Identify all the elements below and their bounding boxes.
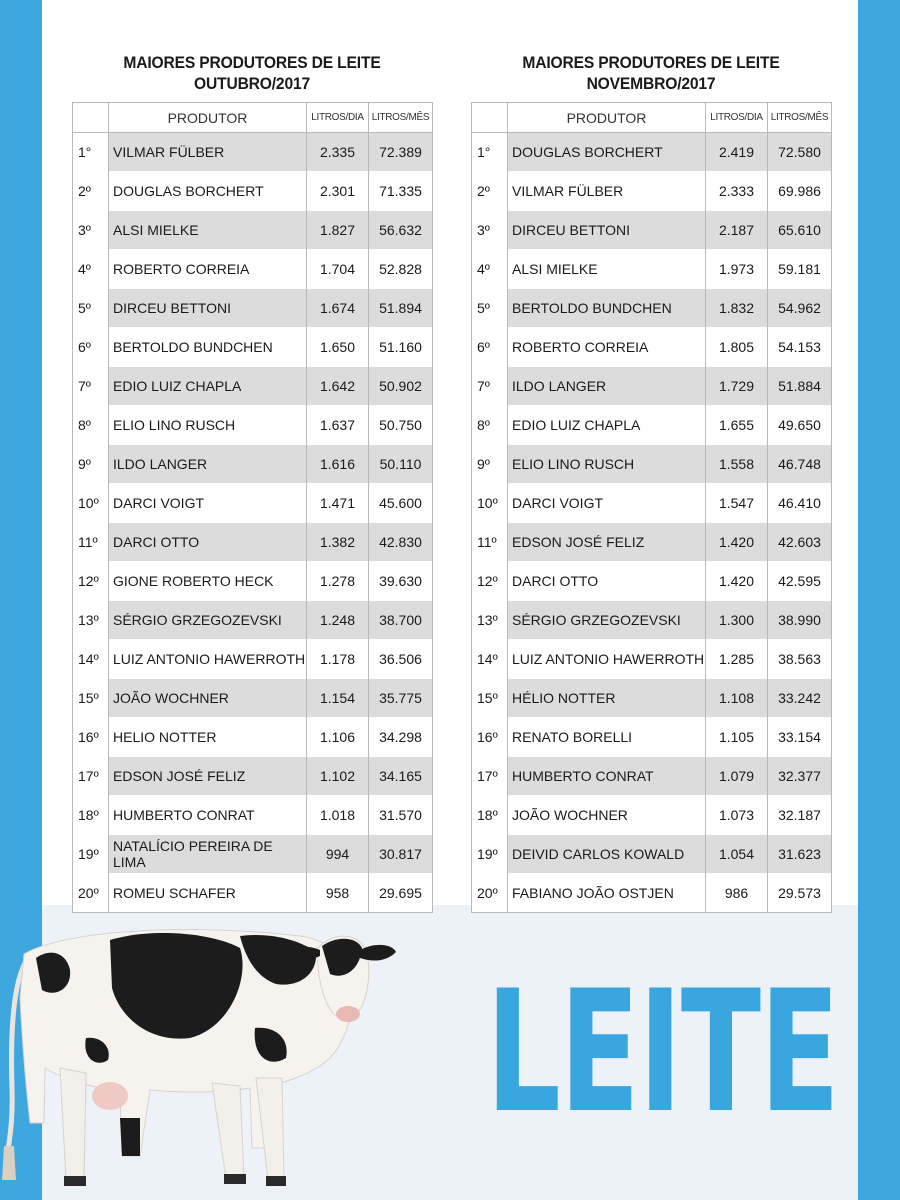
producer-name-cell: EDIO LUIZ CHAPLA (109, 367, 307, 406)
table-row (472, 796, 832, 835)
litros-mes-cell: 50.110 (369, 445, 433, 484)
rank-cell: 18º (472, 796, 508, 835)
table-row (472, 133, 832, 172)
rank-cell: 4º (472, 250, 508, 289)
producer-name-cell: HUMBERTO CONRAT (109, 796, 307, 835)
producer-name-cell: ELIO LINO RUSCH (109, 406, 307, 445)
litros-dia-cell: 1.973 (706, 250, 768, 289)
producer-name-cell: DOUGLAS BORCHERT (109, 172, 307, 211)
litros-mes-cell: 46.748 (768, 445, 832, 484)
litros-dia-cell: 1.642 (307, 367, 369, 406)
rank-cell: 16º (73, 718, 109, 757)
rank-cell: 10º (472, 484, 508, 523)
litros-dia-cell: 1.547 (706, 484, 768, 523)
producer-name-cell: DARCI VOIGT (109, 484, 307, 523)
producer-name-cell: NATALÍCIO PEREIRA DE LIMA (109, 835, 307, 874)
header-rank (73, 103, 109, 133)
producer-name-cell: ELIO LINO RUSCH (508, 445, 706, 484)
litros-mes-cell: 29.573 (768, 874, 832, 913)
table-row (73, 172, 433, 211)
rank-cell: 6º (472, 328, 508, 367)
ranking-panel-november (471, 52, 831, 913)
table-row (73, 133, 433, 172)
table-row (472, 445, 832, 484)
litros-dia-cell: 1.616 (307, 445, 369, 484)
litros-dia-cell: 1.729 (706, 367, 768, 406)
litros-mes-cell: 50.902 (369, 367, 433, 406)
litros-mes-cell: 38.563 (768, 640, 832, 679)
producer-name-cell: ILDO LANGER (109, 445, 307, 484)
table-row (73, 289, 433, 328)
litros-mes-cell: 29.695 (369, 874, 433, 913)
producer-name-cell: SÉRGIO GRZEGOZEVSKI (109, 601, 307, 640)
header-litros-mes: LITROS/MÊS (768, 103, 832, 133)
rank-cell: 10º (73, 484, 109, 523)
table-row (73, 484, 433, 523)
table-row (73, 445, 433, 484)
rank-cell: 17º (73, 757, 109, 796)
litros-mes-cell: 59.181 (768, 250, 832, 289)
producer-name-cell: HUMBERTO CONRAT (508, 757, 706, 796)
table-row (73, 679, 433, 718)
panel-title-line1: MAIORES PRODUTORES DE LEITE (123, 53, 381, 72)
rank-cell: 14º (73, 640, 109, 679)
litros-mes-cell: 31.570 (369, 796, 433, 835)
rank-cell: 12º (472, 562, 508, 601)
litros-dia-cell: 1.650 (307, 328, 369, 367)
producer-name-cell: HÉLIO NOTTER (508, 679, 706, 718)
panel-title (86, 52, 417, 94)
table-row (472, 523, 832, 562)
producer-name-cell: ALSI MIELKE (109, 211, 307, 250)
producer-name-cell: BERTOLDO BUNDCHEN (508, 289, 706, 328)
producer-name-cell: EDIO LUIZ CHAPLA (508, 406, 706, 445)
litros-mes-cell: 54.962 (768, 289, 832, 328)
litros-mes-cell: 72.389 (369, 133, 433, 172)
rank-cell: 8º (73, 406, 109, 445)
table-row (472, 250, 832, 289)
litros-dia-cell: 1.420 (706, 523, 768, 562)
rank-cell: 5º (472, 289, 508, 328)
litros-dia-cell: 2.419 (706, 133, 768, 172)
producer-name-cell: JOÃO WOCHNER (508, 796, 706, 835)
litros-mes-cell: 56.632 (369, 211, 433, 250)
table-row (472, 640, 832, 679)
producer-name-cell: DARCI VOIGT (508, 484, 706, 523)
rank-cell: 18º (73, 796, 109, 835)
litros-dia-cell: 1.073 (706, 796, 768, 835)
litros-dia-cell: 1.655 (706, 406, 768, 445)
rank-cell: 13º (472, 601, 508, 640)
table-row (73, 523, 433, 562)
table-row (73, 250, 433, 289)
litros-dia-cell: 1.018 (307, 796, 369, 835)
table-row (472, 718, 832, 757)
table-row (73, 718, 433, 757)
rank-cell: 15º (73, 679, 109, 718)
header-litros-dia: LITROS/DIA (307, 103, 369, 133)
producer-name-cell: SÉRGIO GRZEGOZEVSKI (508, 601, 706, 640)
rank-cell: 5º (73, 289, 109, 328)
rank-cell: 15º (472, 679, 508, 718)
rank-cell: 7º (472, 367, 508, 406)
litros-dia-cell: 994 (307, 835, 369, 874)
table-row (472, 601, 832, 640)
litros-dia-cell: 1.420 (706, 562, 768, 601)
litros-dia-cell: 2.333 (706, 172, 768, 211)
rank-cell: 6º (73, 328, 109, 367)
producer-name-cell: DARCI OTTO (508, 562, 706, 601)
rank-cell: 16º (472, 718, 508, 757)
table-row (472, 328, 832, 367)
litros-dia-cell: 1.704 (307, 250, 369, 289)
panel-title-line1: MAIORES PRODUTORES DE LEITE (522, 53, 780, 72)
producer-name-cell: EDSON JOSÉ FELIZ (508, 523, 706, 562)
litros-dia-cell: 958 (307, 874, 369, 913)
producer-name-cell: DIRCEU BETTONI (109, 289, 307, 328)
litros-dia-cell: 1.108 (706, 679, 768, 718)
litros-dia-cell: 2.335 (307, 133, 369, 172)
holstein-cow-icon (0, 918, 410, 1200)
litros-mes-cell: 71.335 (369, 172, 433, 211)
producer-name-cell: FABIANO JOÃO OSTJEN (508, 874, 706, 913)
litros-mes-cell: 69.986 (768, 172, 832, 211)
header-litros-dia: LITROS/DIA (706, 103, 768, 133)
rank-cell: 2º (472, 172, 508, 211)
table-row (73, 835, 433, 874)
rank-cell: 20º (472, 874, 508, 913)
table-row (472, 874, 832, 913)
litros-dia-cell: 1.154 (307, 679, 369, 718)
producer-name-cell: DEIVID CARLOS KOWALD (508, 835, 706, 874)
producer-name-cell: EDSON JOSÉ FELIZ (109, 757, 307, 796)
table-body (472, 133, 832, 913)
rank-cell: 3º (472, 211, 508, 250)
rank-cell: 8º (472, 406, 508, 445)
table-row (73, 562, 433, 601)
producer-name-cell: JOÃO WOCHNER (109, 679, 307, 718)
litros-dia-cell: 1.558 (706, 445, 768, 484)
right-blue-border (858, 0, 900, 1200)
table-row (73, 601, 433, 640)
litros-dia-cell: 1.827 (307, 211, 369, 250)
litros-mes-cell: 32.187 (768, 796, 832, 835)
header-produtor: PRODUTOR (508, 103, 706, 133)
producer-name-cell: ROBERTO CORREIA (508, 328, 706, 367)
litros-mes-cell: 35.775 (369, 679, 433, 718)
litros-dia-cell: 1.300 (706, 601, 768, 640)
producer-name-cell: DIRCEU BETTONI (508, 211, 706, 250)
litros-mes-cell: 51.160 (369, 328, 433, 367)
panel-title-line2: OUTUBRO/2017 (193, 74, 311, 93)
litros-mes-cell: 34.165 (369, 757, 433, 796)
litros-mes-cell: 65.610 (768, 211, 832, 250)
rank-cell: 11º (472, 523, 508, 562)
producer-name-cell: ALSI MIELKE (508, 250, 706, 289)
litros-mes-cell: 50.750 (369, 406, 433, 445)
producer-name-cell: BERTOLDO BUNDCHEN (109, 328, 307, 367)
rank-cell: 14º (472, 640, 508, 679)
table-row (472, 835, 832, 874)
ranking-table-october (72, 102, 433, 913)
litros-mes-cell: 30.817 (369, 835, 433, 874)
litros-mes-cell: 33.242 (768, 679, 832, 718)
litros-dia-cell: 1.054 (706, 835, 768, 874)
table-row (472, 289, 832, 328)
rank-cell: 4º (73, 250, 109, 289)
litros-dia-cell: 1.382 (307, 523, 369, 562)
litros-dia-cell: 1.674 (307, 289, 369, 328)
rank-cell: 3º (73, 211, 109, 250)
panel-title (485, 52, 816, 94)
rank-cell: 9º (472, 445, 508, 484)
litros-dia-cell: 1.832 (706, 289, 768, 328)
litros-dia-cell: 1.471 (307, 484, 369, 523)
litros-mes-cell: 52.828 (369, 250, 433, 289)
table-row (73, 211, 433, 250)
table-row (73, 406, 433, 445)
litros-dia-cell: 1.178 (307, 640, 369, 679)
rank-cell: 19º (73, 835, 109, 874)
rank-cell: 9º (73, 445, 109, 484)
litros-mes-cell: 49.650 (768, 406, 832, 445)
table-row (472, 757, 832, 796)
header-rank (472, 103, 508, 133)
litros-mes-cell: 46.410 (768, 484, 832, 523)
producer-name-cell: DOUGLAS BORCHERT (508, 133, 706, 172)
table-row (472, 484, 832, 523)
table-header-row (73, 103, 433, 133)
producer-name-cell: RENATO BORELLI (508, 718, 706, 757)
litros-mes-cell: 45.600 (369, 484, 433, 523)
panel-title-line2: NOVEMBRO/2017 (586, 74, 716, 93)
producer-name-cell: VILMAR FÜLBER (109, 133, 307, 172)
header-litros-mes: LITROS/MÊS (369, 103, 433, 133)
table-row (73, 796, 433, 835)
litros-dia-cell: 1.102 (307, 757, 369, 796)
litros-mes-cell: 39.630 (369, 562, 433, 601)
litros-dia-cell: 1.106 (307, 718, 369, 757)
litros-mes-cell: 36.506 (369, 640, 433, 679)
table-row (73, 640, 433, 679)
table-row (472, 172, 832, 211)
litros-dia-cell: 1.278 (307, 562, 369, 601)
litros-dia-cell: 1.285 (706, 640, 768, 679)
rank-cell: 20º (73, 874, 109, 913)
litros-mes-cell: 54.153 (768, 328, 832, 367)
litros-mes-cell: 42.830 (369, 523, 433, 562)
litros-dia-cell: 2.301 (307, 172, 369, 211)
litros-mes-cell: 42.595 (768, 562, 832, 601)
litros-mes-cell: 38.990 (768, 601, 832, 640)
rank-cell: 7º (73, 367, 109, 406)
producer-name-cell: ROMEU SCHAFER (109, 874, 307, 913)
table-row (472, 679, 832, 718)
litros-mes-cell: 51.884 (768, 367, 832, 406)
rank-cell: 1° (73, 133, 109, 172)
producer-name-cell: LUIZ ANTONIO HAWERROTH (508, 640, 706, 679)
producer-name-cell: HELIO NOTTER (109, 718, 307, 757)
table-row (472, 406, 832, 445)
litros-dia-cell: 1.079 (706, 757, 768, 796)
table-body (73, 133, 433, 913)
rank-cell: 12º (73, 562, 109, 601)
litros-mes-cell: 72.580 (768, 133, 832, 172)
litros-mes-cell: 32.377 (768, 757, 832, 796)
leite-title: LEITE (486, 954, 839, 1150)
rank-cell: 17º (472, 757, 508, 796)
litros-mes-cell: 33.154 (768, 718, 832, 757)
table-header-row (472, 103, 832, 133)
table-row (73, 328, 433, 367)
litros-mes-cell: 38.700 (369, 601, 433, 640)
rank-cell: 2º (73, 172, 109, 211)
litros-mes-cell: 42.603 (768, 523, 832, 562)
header-produtor: PRODUTOR (109, 103, 307, 133)
producer-name-cell: ILDO LANGER (508, 367, 706, 406)
producer-name-cell: GIONE ROBERTO HECK (109, 562, 307, 601)
table-row (472, 562, 832, 601)
producer-name-cell: DARCI OTTO (109, 523, 307, 562)
litros-mes-cell: 31.623 (768, 835, 832, 874)
litros-dia-cell: 1.805 (706, 328, 768, 367)
producer-name-cell: LUIZ ANTONIO HAWERROTH (109, 640, 307, 679)
rank-cell: 19º (472, 835, 508, 874)
rank-cell: 13º (73, 601, 109, 640)
producer-name-cell: ROBERTO CORREIA (109, 250, 307, 289)
litros-dia-cell: 1.248 (307, 601, 369, 640)
rank-cell: 11º (73, 523, 109, 562)
table-row (73, 757, 433, 796)
producer-name-cell: VILMAR FÜLBER (508, 172, 706, 211)
litros-dia-cell: 1.637 (307, 406, 369, 445)
ranking-table-november (471, 102, 832, 913)
litros-dia-cell: 986 (706, 874, 768, 913)
litros-dia-cell: 2.187 (706, 211, 768, 250)
rank-cell: 1° (472, 133, 508, 172)
litros-dia-cell: 1.105 (706, 718, 768, 757)
litros-mes-cell: 51.894 (369, 289, 433, 328)
table-row (73, 367, 433, 406)
table-row (472, 367, 832, 406)
table-row (73, 874, 433, 913)
table-row (472, 211, 832, 250)
ranking-panel-october (72, 52, 432, 913)
litros-mes-cell: 34.298 (369, 718, 433, 757)
